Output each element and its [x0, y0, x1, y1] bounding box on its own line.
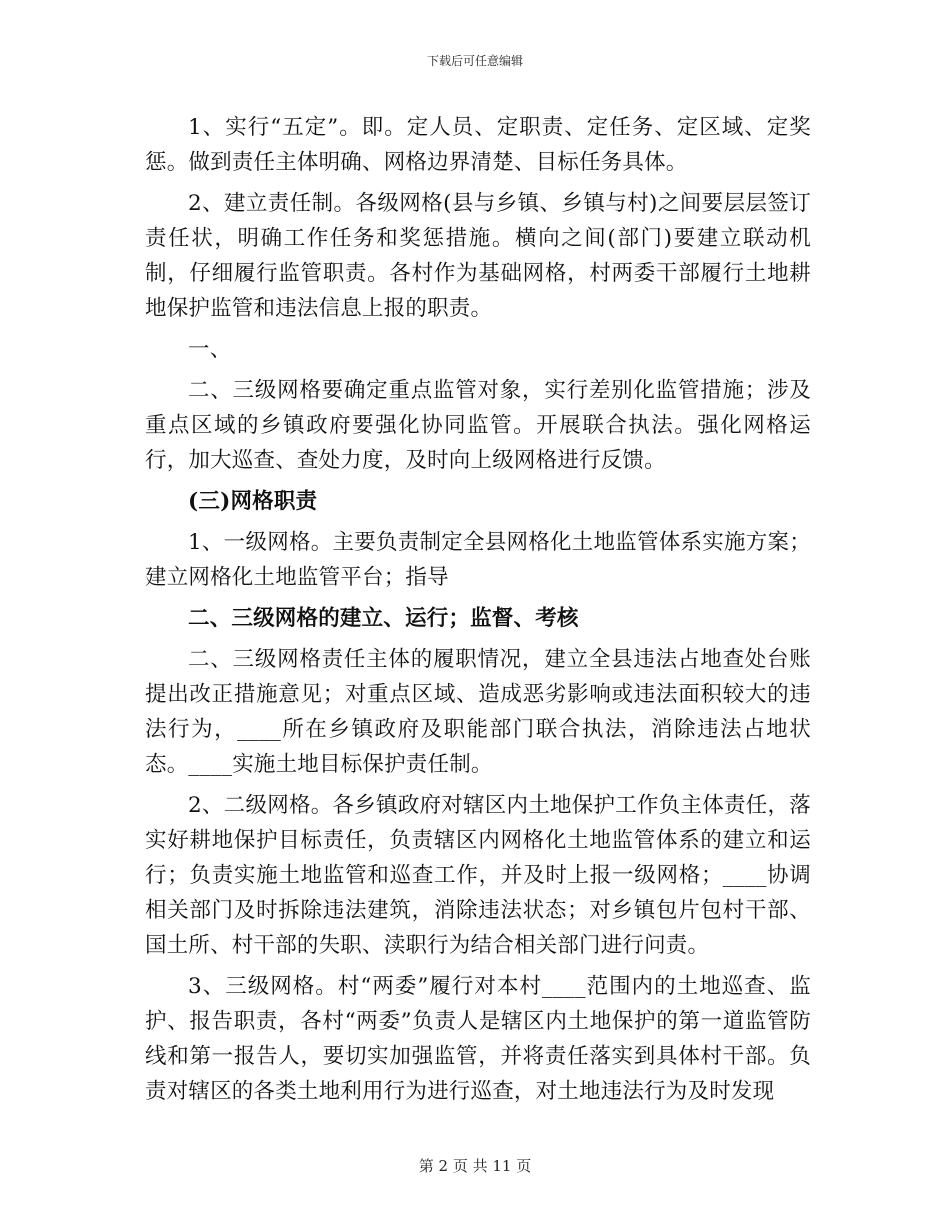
document-body: [145, 110, 811, 1109]
page-header: 下载后可任意编辑: [426, 54, 523, 68]
paragraph-five-fixes: 1、实行“五定”。即。定人员、定职责、定任务、定区域、定奖惩。做到责任主体明确、网格边界清楚、目标任务具体。: [145, 115, 811, 175]
page-number-footer: 第 2 页 共 11 页: [418, 1157, 532, 1175]
subheading-grid-establishment: 二、三级网格的建立、运行；监督、考核: [188, 606, 579, 631]
paragraph-responsibility-system: 2、建立责任制。各级网格(县与乡镇、乡镇与村)之间要层层签订责任状，明确工作任务和奖惩措施。横向之间(部门)要建立联动机制，仔细履行监管职责。各村作为基础网格，村两委干部履行土地耕地保护监管和违法信息上报的职责。: [145, 191, 811, 321]
paragraph-level-three-grid: 3、三级网格。村“两委”履行对本村____范围内的土地巡查、监护、报告职责，各村“两委”负责人是辖区内土地保护的第一道监管防线和第一报告人，要切实加强监管，并将责任落实到具体村干部。负责对辖区的各类土地利用行为进行巡查，对土地违法行为及时发现: [145, 974, 811, 1104]
paragraph-level-two-grid: 2、二级网格。各乡镇政府对辖区内土地保护工作负主体责任，落实好耕地保护目标责任，负责辖区内网格化土地监管体系的建立和运行；负责实施土地监管和巡查工作，并及时上报一级网格；____协调相关部门及时拆除违法建筑，消除违法状态；对乡镇包片包村干部、国土所、村干部的失职、渎职行为结合相关部门进行问责。: [145, 793, 811, 958]
paragraph-key-supervision: 二、三级网格要确定重点监管对象，实行差别化监管措施；涉及重点区域的乡镇政府要强化协同监管。开展联合执法。强化网格运行，加大巡查、查处力度，及时向上级网格进行反馈。: [145, 378, 811, 473]
paragraph-level-one-grid: 1、一级网格。主要负责制定全县网格化土地监管体系实施方案；建立网格化土地监管平台；指导: [145, 530, 811, 590]
paragraph-performance-ledger: 二、三级网格责任主体的履职情况，建立全县违法占地查处台账提出改正措施意见；对重点区域、造成恶劣影响或违法面积较大的违法行为，____所在乡镇政府及职能部门联合执法，消除违法占地状态。____实施土地目标保护责任制。: [145, 647, 811, 777]
paragraph-heading-one: 一、: [188, 337, 232, 362]
section-heading-grid-duties: (三)网格职责: [188, 489, 318, 514]
